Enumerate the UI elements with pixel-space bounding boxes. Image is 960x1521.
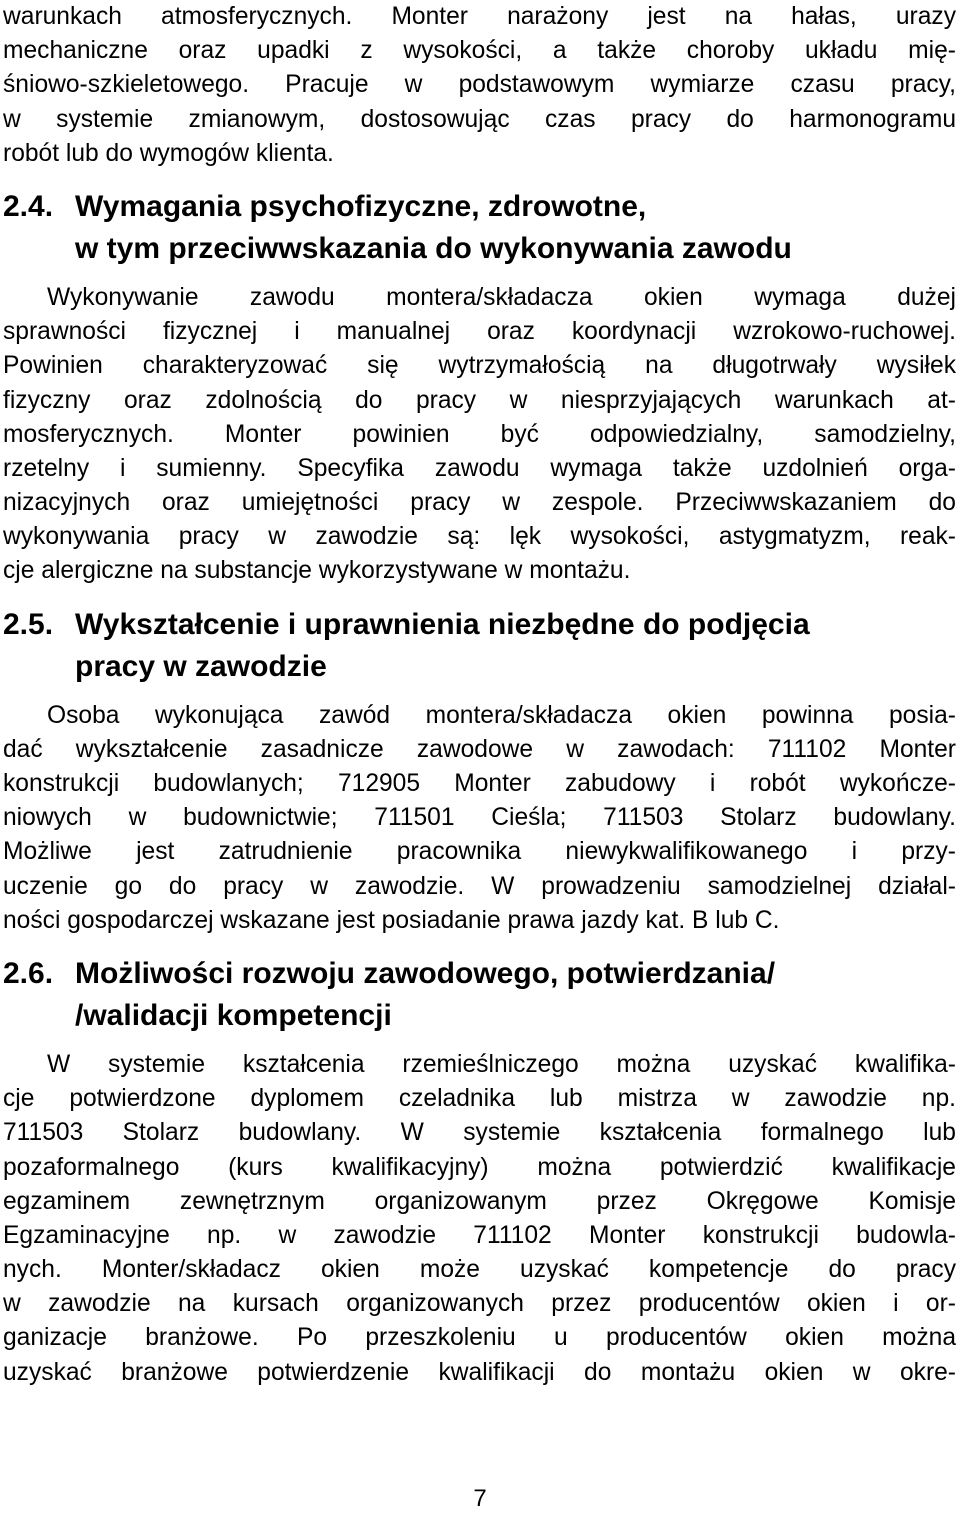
section-2-4 xyxy=(3,186,956,589)
text-line: konstrukcji budowlanych; 712905 Monter zabudowy i robót wykończe- xyxy=(3,770,956,797)
section-title-line: Możliwości rozwoju zawodowego, potwierdzania/ xyxy=(75,956,776,990)
text-line: fizyczny oraz zdolnością do pracy w niesprzyjających warunkach at- xyxy=(3,386,956,414)
text-line: uzyskać branżowe potwierdzenie kwalifikacji do montażu okien w okre- xyxy=(3,1358,956,1386)
section-heading xyxy=(3,953,956,995)
text-line: w systemie zmianowym, dostosowując czas pracy do harmonogramu xyxy=(3,105,956,133)
text-line: ności gospodarczej wskazane jest posiadanie prawa jazdy kat. B lub C. xyxy=(3,906,780,934)
text-line: Powinien charakteryzować się wytrzymałością na długotrwały wysiłek xyxy=(3,352,956,380)
text-line: rzetelny i sumienny. Specyfika zawodu wymaga także uzdolnień orga- xyxy=(3,454,956,482)
section-title-line: Wymagania psychofizyczne, zdrowotne, xyxy=(75,189,647,223)
text-line: pozaformalnego (kurs kwalifikacyjny) można potwierdzić kwalifikacje xyxy=(3,1153,956,1181)
intro-paragraph xyxy=(3,0,956,171)
text-line: egzaminem zewnętrznym organizowanym przez Okręgowe Komisje xyxy=(3,1187,956,1215)
text-line: w zawodzie na kursach organizowanych przez producentów okien i or- xyxy=(3,1290,956,1318)
text-line: cje alergiczne na substancje wykorzystywane w montażu. xyxy=(3,557,631,585)
text-line: nizacyjnych oraz umiejętności pracy w zespole. Przeciwwskazaniem do xyxy=(3,489,956,517)
text-line: dać wykształcenie zasadnicze zawodowe w zawodach: 711102 Monter xyxy=(3,735,956,763)
text-line: wykonywania pracy w zawodzie są: lęk wysokości, astygmatyzm, reak- xyxy=(3,523,956,551)
section-2-5 xyxy=(3,604,956,938)
text-line: śniowo-szkieletowego. Pracuje w podstawowym wymiarze czasu pracy, xyxy=(3,71,956,99)
section-paragraph xyxy=(3,281,956,589)
text-line: warunkach atmosferycznych. Monter narażony jest na hałas, urazy xyxy=(3,3,956,30)
section-number: 2.4. xyxy=(3,189,54,223)
section-title-line: /walidacji kompetencji xyxy=(75,998,392,1032)
text-line: 711503 Stolarz budowlany. W systemie kształcenia formalnego lub xyxy=(3,1119,956,1147)
text-line: ganizacje branżowe. Po przeszkoleniu u producentów okien można xyxy=(3,1324,956,1352)
section-heading-continued xyxy=(3,995,956,1037)
page-number: 7 xyxy=(473,1485,487,1512)
section-number: 2.6. xyxy=(3,956,54,990)
section-heading-continued xyxy=(3,646,956,688)
section-title-line: pracy w zawodzie xyxy=(75,649,327,683)
text-line: niowych w budownictwie; 711501 Cieśla; 711503 Stolarz budowlany. xyxy=(3,804,956,832)
text-line: Wykonywanie zawodu montera/składacza okien wymaga dużej xyxy=(47,283,956,311)
section-heading-continued xyxy=(3,228,956,270)
text-line: W systemie kształcenia rzemieślniczego można uzyskać kwalifika- xyxy=(47,1050,956,1078)
section-paragraph xyxy=(3,699,956,938)
text-line: nych. Monter/składacz okien może uzyskać kompetencje do pracy xyxy=(3,1256,956,1284)
text-line: Egzaminacyjne np. w zawodzie 711102 Monter konstrukcji budowla- xyxy=(3,1221,956,1249)
section-2-6 xyxy=(3,953,956,1390)
text-line: robót lub do wymogów klienta. xyxy=(3,139,334,167)
text-line: mosferycznych. Monter powinien być odpowiedzialny, samodzielny, xyxy=(3,420,956,448)
section-paragraph xyxy=(3,1048,956,1390)
text-line: sprawności fizycznej i manualnej oraz koordynacji wzrokowo-ruchowej. xyxy=(3,318,956,346)
text-line: mechaniczne oraz upadki z wysokości, a także choroby układu mię- xyxy=(3,37,956,65)
section-number: 2.5. xyxy=(3,607,54,641)
text-line: uczenie go do pracy w zawodzie. W prowadzeniu samodzielnej działal- xyxy=(3,872,956,900)
section-title-line: Wykształcenie i uprawnienia niezbędne do podjęcia xyxy=(75,607,810,641)
document-page xyxy=(3,0,956,1390)
text-line: Możliwe jest zatrudnienie pracownika niewykwalifikowanego i przy- xyxy=(3,838,956,866)
section-title-line: w tym przeciwwskazania do wykonywania zawodu xyxy=(75,231,792,265)
text-line: Osoba wykonująca zawód montera/składacza okien powinna posia- xyxy=(47,701,956,729)
section-heading xyxy=(3,186,956,228)
section-heading xyxy=(3,604,956,646)
text-line: cje potwierdzone dyplomem czeladnika lub mistrza w zawodzie np. xyxy=(3,1085,956,1113)
